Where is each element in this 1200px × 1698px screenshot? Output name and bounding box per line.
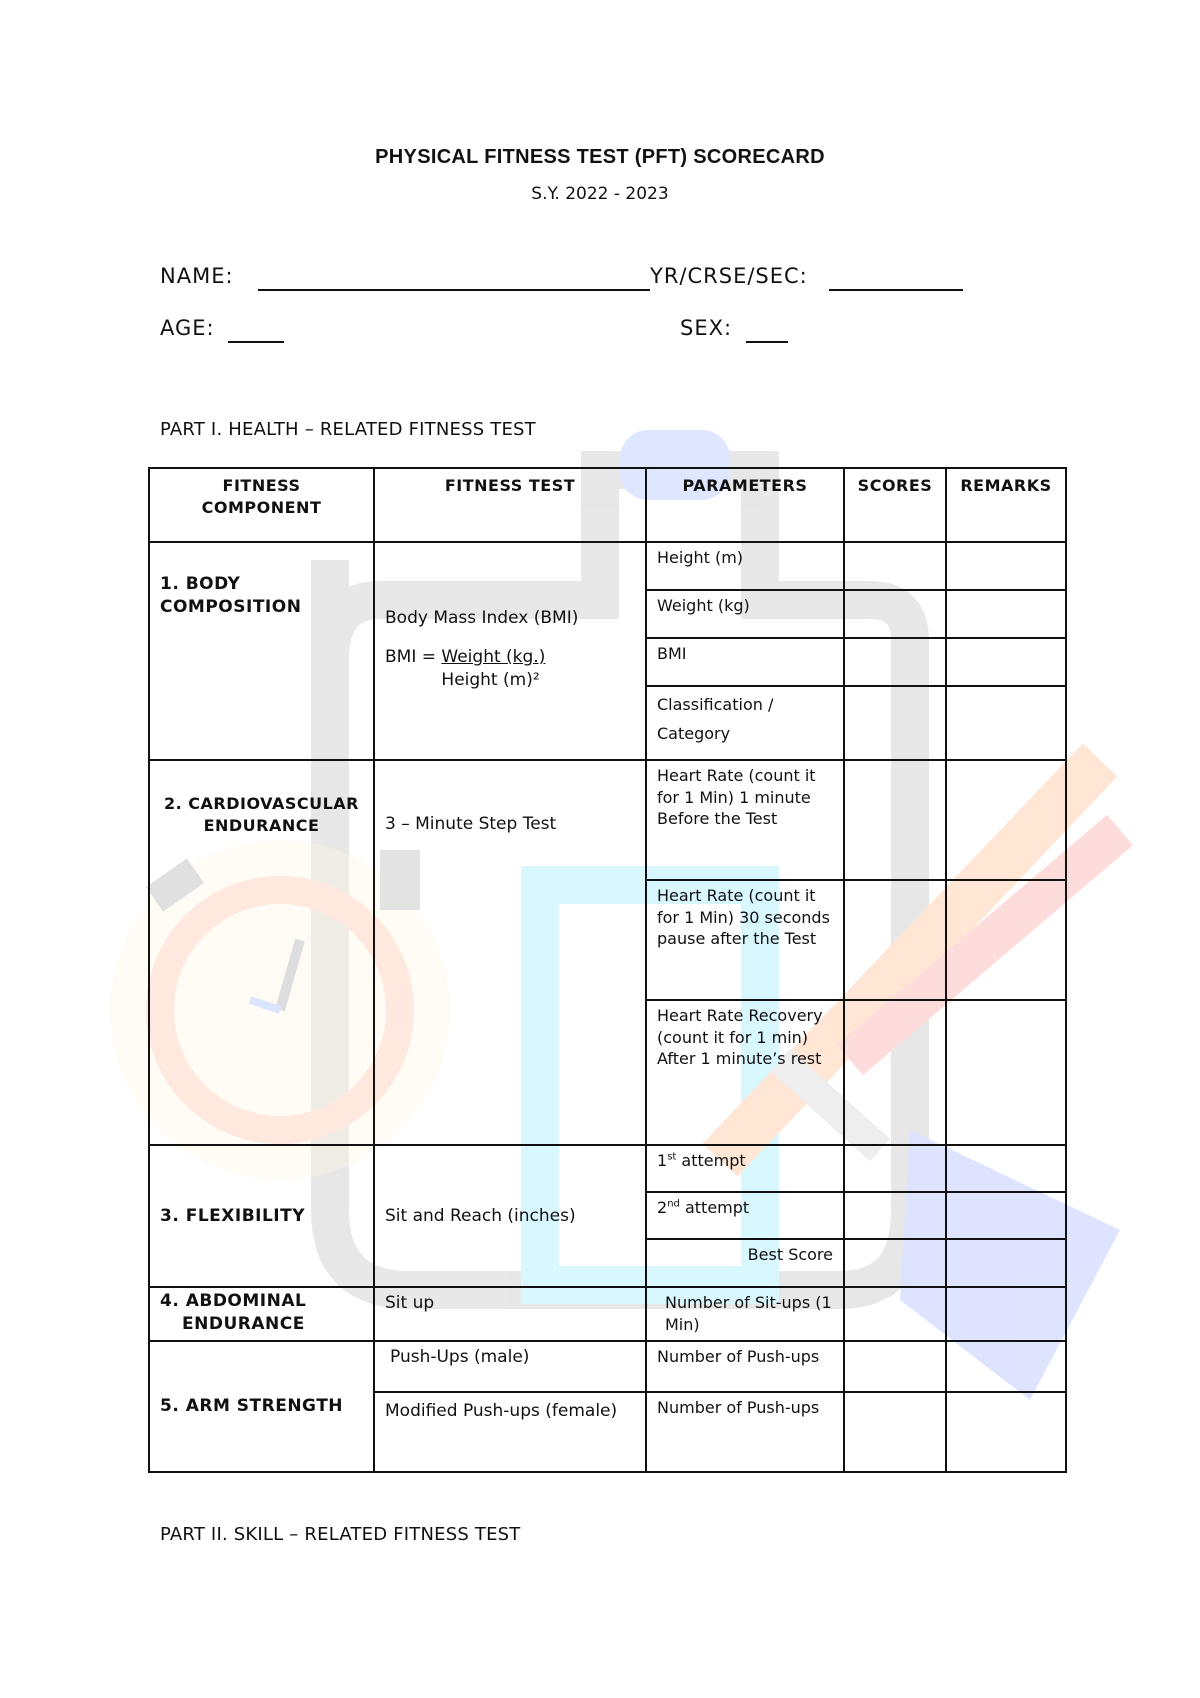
remarks-cell[interactable] — [946, 1239, 1066, 1287]
attempt-text: attempt — [679, 1198, 750, 1217]
remarks-cell[interactable] — [946, 1192, 1066, 1239]
formula-fraction — [441, 646, 545, 692]
school-year: S.Y. 2022 - 2023 — [531, 184, 669, 204]
score-cell[interactable] — [844, 1287, 946, 1341]
remarks-cell[interactable] — [946, 760, 1066, 880]
sex-field[interactable] — [746, 341, 788, 343]
param-bmi: BMI — [646, 638, 844, 686]
attempt-suffix: st — [667, 1151, 677, 1163]
score-cell[interactable] — [844, 1341, 946, 1392]
param-height: Height (m) — [646, 542, 844, 590]
param-weight: Weight (kg) — [646, 590, 844, 638]
score-cell[interactable] — [844, 1192, 946, 1239]
component-flexibility: 3. FLEXIBILITY — [149, 1145, 374, 1287]
attempt-number: 2 — [657, 1198, 668, 1217]
component-body-composition — [149, 542, 374, 760]
remarks-cell[interactable] — [946, 1341, 1066, 1392]
score-cell[interactable] — [844, 1392, 946, 1472]
remarks-cell[interactable] — [946, 590, 1066, 638]
sex-label: SEX: — [680, 316, 733, 340]
score-cell[interactable] — [844, 1145, 946, 1192]
score-cell[interactable] — [844, 638, 946, 686]
param-attempt-1 — [646, 1145, 844, 1192]
header-component-line1: FITNESS — [222, 476, 301, 495]
component-line: ENDURANCE — [203, 815, 320, 835]
remarks-cell[interactable] — [946, 1392, 1066, 1472]
yr-crse-sec-field[interactable] — [829, 289, 963, 291]
component-line: 2. CARDIOVASCULAR — [164, 794, 359, 813]
score-cell[interactable] — [844, 1000, 946, 1145]
score-cell[interactable] — [844, 542, 946, 590]
formula-denominator: Height (m)² — [441, 669, 540, 690]
table-row — [149, 1341, 1066, 1392]
score-cell[interactable] — [844, 590, 946, 638]
test-sit-reach: Sit and Reach (inches) — [374, 1145, 646, 1287]
test-push-ups: Push-Ups (male) — [374, 1341, 646, 1392]
age-label: AGE: — [160, 316, 215, 340]
test-sit-up: Sit up — [374, 1287, 646, 1341]
table-row — [149, 542, 1066, 590]
header-remarks: REMARKS — [946, 468, 1066, 542]
table-row — [149, 760, 1066, 880]
param-sit-ups: Number of Sit-ups (1 Min) — [646, 1287, 844, 1341]
part-1-title: PART I. HEALTH – RELATED FITNESS TEST — [160, 419, 536, 440]
param-classification: Classification / Category — [646, 686, 844, 760]
age-field[interactable] — [228, 341, 284, 343]
header-fitness-test: FITNESS TEST — [374, 468, 646, 542]
param-hr-before: Heart Rate (count it for 1 Min) 1 minute Before the Test — [646, 760, 844, 880]
component-cardiovascular — [149, 760, 374, 1145]
yr-crse-sec-label: YR/CRSE/SEC: — [650, 264, 808, 288]
component-arm-strength: 5. ARM STRENGTH — [149, 1341, 374, 1472]
test-bmi — [374, 542, 646, 760]
part-2-title: PART II. SKILL – RELATED FITNESS TEST — [160, 1524, 521, 1545]
remarks-cell[interactable] — [946, 638, 1066, 686]
component-line: 1. BODY — [160, 574, 241, 594]
component-line: ENDURANCE — [182, 1313, 305, 1334]
header-scores: SCORES — [844, 468, 946, 542]
attempt-text: attempt — [676, 1151, 746, 1170]
score-cell[interactable] — [844, 760, 946, 880]
param-hr-recovery: Heart Rate Recovery (count it for 1 min) After 1 minute’s rest — [646, 1000, 844, 1145]
param-push-ups-female: Number of Push-ups — [646, 1392, 844, 1472]
name-field[interactable] — [258, 289, 650, 291]
pft-scorecard-table — [148, 467, 1067, 1473]
page-title: PHYSICAL FITNESS TEST (PFT) SCORECARD — [375, 146, 825, 168]
table-row — [149, 1287, 1066, 1341]
component-line: 4. ABDOMINAL — [160, 1291, 307, 1311]
test-modified-push-ups: Modified Push-ups (female) — [374, 1392, 646, 1472]
param-best-score: Best Score — [646, 1239, 844, 1287]
component-line: COMPOSITION — [160, 596, 302, 617]
remarks-cell[interactable] — [946, 686, 1066, 760]
remarks-cell[interactable] — [946, 542, 1066, 590]
score-cell[interactable] — [844, 1239, 946, 1287]
name-label: NAME: — [160, 264, 234, 288]
attempt-number: 1 — [657, 1151, 668, 1170]
score-cell[interactable] — [844, 686, 946, 760]
formula-prefix: BMI = — [385, 646, 436, 667]
remarks-cell[interactable] — [946, 880, 1066, 1000]
param-hr-after: Heart Rate (count it for 1 Min) 30 seconds pause after the Test — [646, 880, 844, 1000]
formula-numerator: Weight (kg.) — [441, 646, 546, 667]
remarks-cell[interactable] — [946, 1287, 1066, 1341]
param-push-ups-male: Number of Push-ups — [646, 1341, 844, 1392]
header-fitness-component — [149, 468, 374, 542]
test-step: 3 – Minute Step Test — [374, 760, 646, 1145]
remarks-cell[interactable] — [946, 1145, 1066, 1192]
header-parameters: PARAMETERS — [646, 468, 844, 542]
remarks-cell[interactable] — [946, 1000, 1066, 1145]
score-cell[interactable] — [844, 880, 946, 1000]
component-abdominal — [149, 1287, 374, 1341]
table-header-row — [149, 468, 1066, 542]
header-component-line2: COMPONENT — [201, 497, 322, 517]
test-name: Body Mass Index (BMI) — [385, 608, 579, 628]
table-row — [149, 1145, 1066, 1192]
bmi-formula — [385, 646, 635, 692]
attempt-suffix: nd — [667, 1198, 680, 1210]
param-attempt-2 — [646, 1192, 844, 1239]
